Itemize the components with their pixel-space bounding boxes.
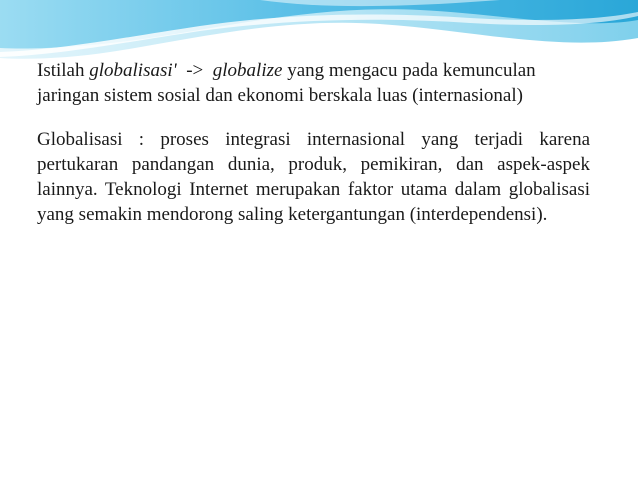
arrow-text: -> [176,60,213,81]
term-globalisasi: globalisasi' [89,60,177,81]
term-globalize: globalize [212,60,283,81]
slide-body [37,58,590,227]
paragraph-definition [37,58,590,108]
paragraph1-rest: yang mengacu pada kemunculan jaringan sistem sosial dan ekonomi berskala luas (internasional) [37,60,536,106]
paragraph1-text: Istilah [37,60,90,81]
paragraph-explanation: Globalisasi : proses integrasi internasional yang terjadi karena pertukaran pandangan dunia, produk, pemikiran, dan aspek-aspek lainnya. Teknologi Internet merupakan faktor utama dalam globalisasi yang semakin mendorong saling ketergantungan (interdependensi). [37,129,590,225]
